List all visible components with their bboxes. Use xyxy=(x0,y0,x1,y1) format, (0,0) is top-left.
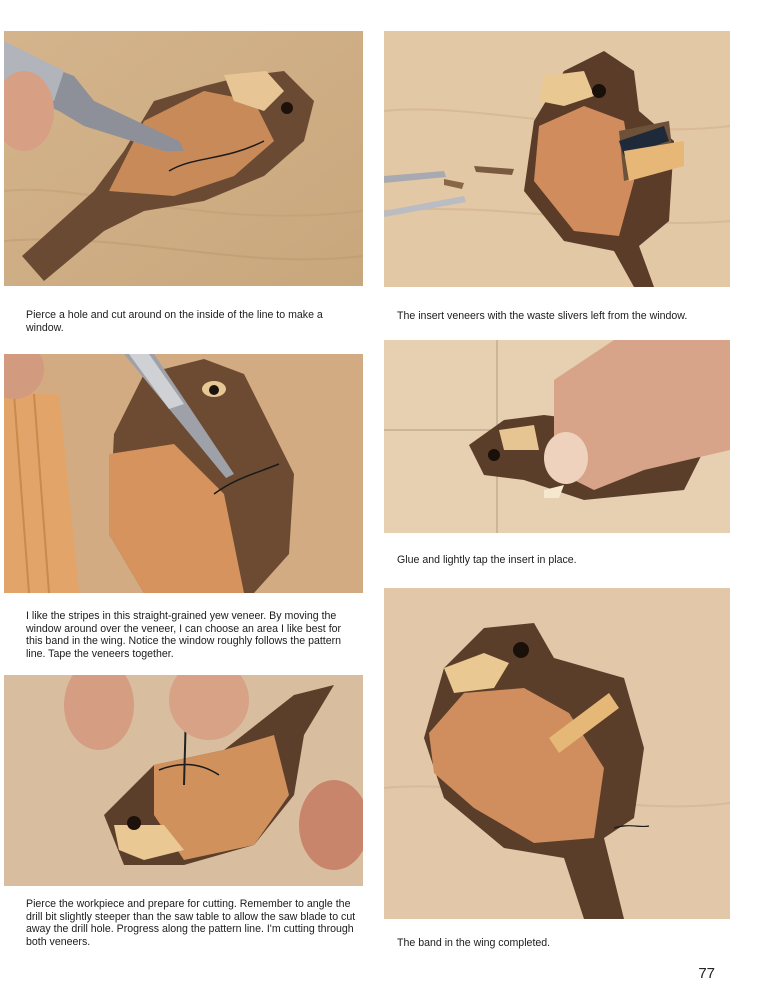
caption-1: Pierce a hole and cut around on the inside of the line to make a window. xyxy=(26,309,323,334)
photo-knife-cutting-window xyxy=(4,31,363,286)
caption-5: Pierce the workpiece and prepare for cutting. Remember to angle the drill bit slightly steeper than the saw table to allow the saw blade to cut away the drill hole. Progress along the pattern line. I'm cutting through both veneers. xyxy=(26,898,356,948)
photo-sawing-veneers xyxy=(4,675,363,886)
caption-4: Glue and lightly tap the insert in place. xyxy=(397,554,577,566)
caption-2: The insert veneers with the waste slivers left from the window. xyxy=(397,310,688,322)
photo-glue-tap-insert xyxy=(384,340,730,533)
caption-3: I like the stripes in this straight-grained yew veneer. By moving the window around over the veneer, I can choose an area I like best for this band in the wing. Notice the window roughly follows the pattern line. Tape the veneers together. xyxy=(26,610,342,660)
photo-striped-veneer xyxy=(4,354,363,593)
photo-insert-veneers xyxy=(384,31,730,287)
page-number: 77 xyxy=(698,965,715,982)
photo-completed-band xyxy=(384,588,730,919)
caption-6: The band in the wing completed. xyxy=(397,937,551,949)
